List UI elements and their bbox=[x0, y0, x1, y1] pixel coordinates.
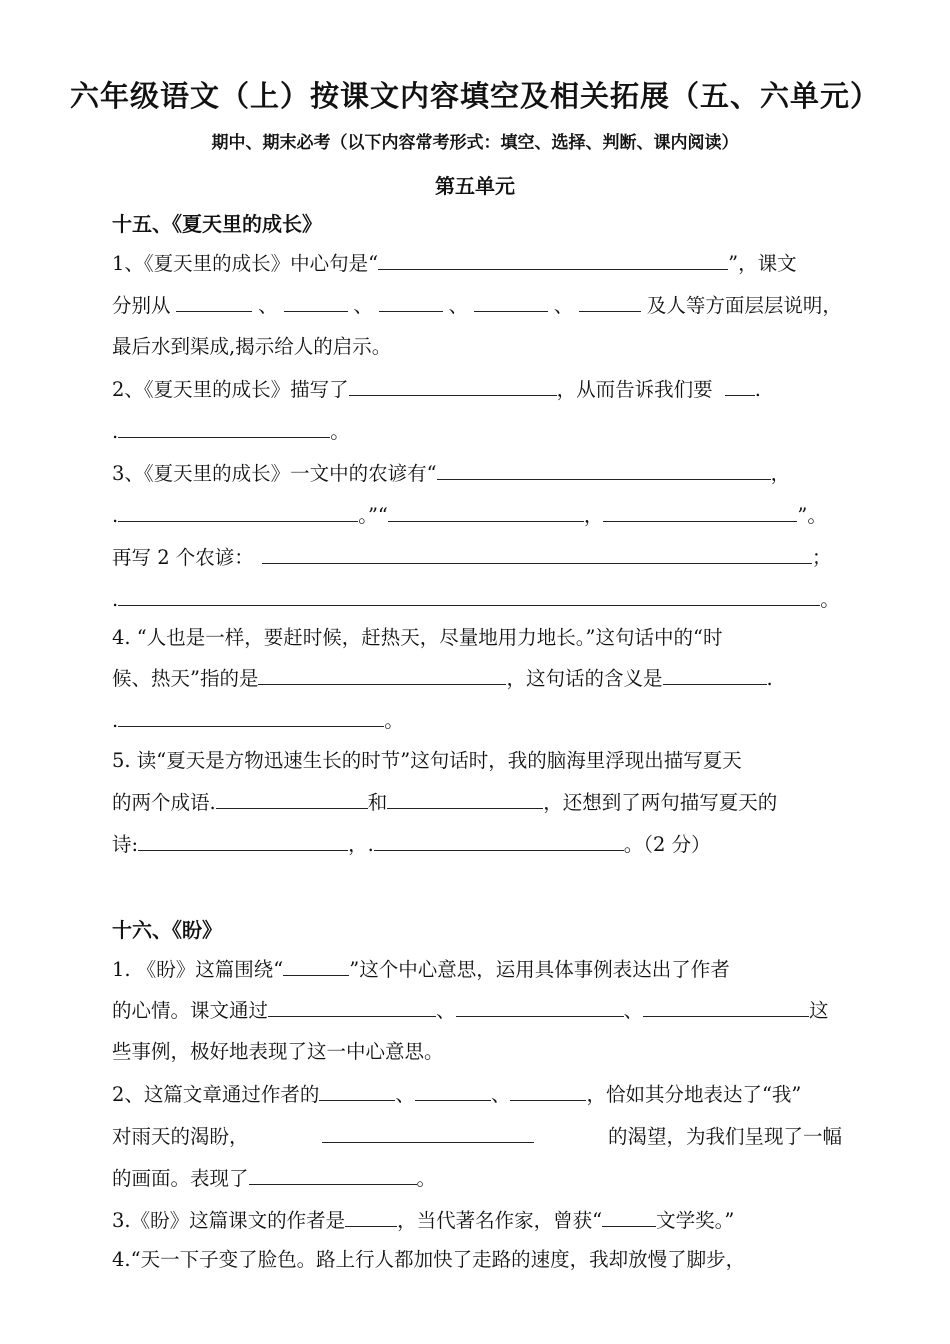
s15-q5-blank-1[interactable] bbox=[216, 786, 368, 809]
s15-q3-line3 bbox=[112, 541, 842, 573]
s16-q3-blank-1[interactable] bbox=[345, 1204, 397, 1227]
s16-q4-line1: 4.“天一下子变了脸色。路上行人都加快了走路的速度，我却放慢了脚步， bbox=[112, 1248, 746, 1271]
s16-q2-end: 。 bbox=[416, 1167, 437, 1190]
page-subtitle: 期中、期末必考（以下内容常考形式：填空、选择、判断、课内阅读） bbox=[211, 133, 739, 153]
s15-q5-text-b: 的两个成语. bbox=[112, 791, 216, 814]
s15-q1-text-a: 1、《夏天里的成长》中心句是“ bbox=[112, 252, 379, 275]
unit-heading: 第五单元 bbox=[435, 174, 515, 198]
s15-q4-line2 bbox=[112, 662, 842, 694]
s15-q2-text-a: 2、《夏天里的成长》描写了 bbox=[112, 378, 349, 401]
s16-q1-blank-1[interactable] bbox=[283, 953, 349, 976]
s15-q3-line4 bbox=[112, 583, 842, 615]
s16-q1-blank-3[interactable] bbox=[456, 994, 624, 1017]
s15-q4-line1: 4. “人也是一样，要赶时候，赶热天，尽量地用力地长。”这句话中的“时 bbox=[112, 626, 723, 649]
s15-q4-blank-3[interactable] bbox=[118, 704, 384, 727]
section-16-heading: 十六、《盼》 bbox=[112, 918, 222, 942]
s15-q1-line3: 最后水到渠成,揭示给人的启示。 bbox=[112, 335, 392, 358]
s15-q5-line3 bbox=[112, 828, 842, 860]
s16-q1-blank-2[interactable] bbox=[268, 994, 436, 1017]
s15-q2-blank-2[interactable] bbox=[725, 373, 755, 396]
s15-q5-and: 和 bbox=[367, 791, 388, 814]
s15-q3-text-g: 再写 2 个农谚： bbox=[112, 546, 254, 569]
s15-q4-end: 。 bbox=[384, 709, 404, 732]
s15-q4-blank-2[interactable] bbox=[663, 662, 767, 685]
s15-q3-end: ”。 bbox=[797, 504, 827, 527]
s15-q3-comma: ， bbox=[770, 462, 791, 485]
s15-q5-blank-3[interactable] bbox=[138, 828, 348, 851]
s15-q2-line1 bbox=[112, 373, 842, 405]
s16-q2-text-d: 的画面。表现了 bbox=[112, 1167, 249, 1190]
s15-q4-text-c: ，这句话的含义是 bbox=[506, 667, 663, 690]
s15-q1-text-d: 及人等方面层层说明， bbox=[646, 294, 842, 317]
s15-q1-blank-5[interactable] bbox=[474, 289, 548, 312]
s15-q4-dot2: . bbox=[112, 709, 119, 732]
s16-q2-text-b: ，恰如其分地表达了“我” bbox=[586, 1083, 802, 1106]
s16-q3-text-b: ，当代著名作家，曾获“ bbox=[397, 1209, 603, 1232]
s15-q1-blank-3[interactable] bbox=[284, 289, 348, 312]
s15-q3-blank-1[interactable] bbox=[437, 457, 771, 480]
s16-q3-text-a: 3.《盼》这篇课文的作者是 bbox=[112, 1209, 346, 1232]
s16-q2-blank-3[interactable] bbox=[510, 1078, 586, 1101]
s15-q3-line1 bbox=[112, 457, 842, 489]
s15-q3-blank-4[interactable] bbox=[603, 499, 797, 522]
s15-q2-dot: . bbox=[754, 378, 761, 401]
separator: 、 bbox=[353, 294, 373, 317]
s15-q3-dot: . bbox=[112, 504, 119, 527]
s15-q3-semicolon: ； bbox=[811, 546, 832, 569]
s16-q1-text-c: 的心情。课文通过 bbox=[112, 999, 269, 1022]
s16-q1-text-a: 1. 《盼》这篇围绕“ bbox=[112, 958, 284, 981]
s15-q5-text-f: ，. bbox=[348, 833, 374, 856]
s15-q1-blank-1[interactable] bbox=[378, 247, 728, 270]
s16-q2-text-c1: 对雨天的渴盼， bbox=[112, 1125, 249, 1148]
s15-q1-blank-4[interactable] bbox=[379, 289, 443, 312]
s16-q2-blank-1[interactable] bbox=[319, 1078, 395, 1101]
s15-q1-line1 bbox=[112, 247, 842, 279]
s15-q4-line3 bbox=[112, 704, 842, 736]
s16-q2-line2 bbox=[112, 1120, 842, 1152]
s15-q3-comma2: ， bbox=[583, 504, 604, 527]
s16-q2-text-a: 2、这篇文章通过作者的 bbox=[112, 1083, 320, 1106]
separator: 、 bbox=[553, 294, 574, 317]
s16-q1-text-b: ”这个中心意思，运用具体事例表达出了作者 bbox=[349, 958, 730, 981]
separator: 、 bbox=[258, 294, 278, 317]
separator: 、 bbox=[436, 999, 456, 1022]
s15-q1-blank-2[interactable] bbox=[176, 289, 252, 312]
s15-q5-text-d: ，还想到了两句描写夏天的 bbox=[543, 791, 778, 814]
separator: 、 bbox=[623, 999, 644, 1022]
separator: 、 bbox=[395, 1083, 415, 1106]
s16-q3-text-c: 文学奖。” bbox=[656, 1209, 735, 1232]
s15-q1-line2 bbox=[112, 289, 842, 321]
s16-q1-line1 bbox=[112, 953, 842, 985]
s15-q3-blank-6[interactable] bbox=[118, 583, 820, 606]
s16-q2-line1 bbox=[112, 1078, 842, 1110]
s15-q2-text-b: ，从而告诉我们要 bbox=[556, 378, 713, 401]
s16-q2-text-c2: 的渴望，为我们呈现了一幅 bbox=[607, 1125, 842, 1148]
s15-q4-text-b: 候、热天”指的是 bbox=[112, 667, 259, 690]
s15-q1-text-b: ”，课文 bbox=[728, 252, 797, 275]
s16-q2-blank-5[interactable] bbox=[249, 1162, 417, 1185]
s15-q5-text-e: 诗: bbox=[112, 833, 139, 856]
s15-q3-end2: 。 bbox=[820, 588, 840, 611]
s15-q2-end: 。 bbox=[330, 420, 350, 443]
s15-q2-blank-1[interactable] bbox=[349, 373, 557, 396]
s15-q5-text-g: 。（2 分） bbox=[623, 833, 711, 856]
s15-q5-line2 bbox=[112, 786, 842, 818]
page-title: 六年级语文（上）按课文内容填空及相关拓展（五、六单元） bbox=[69, 79, 880, 113]
s16-q1-line3: 些事例，极好地表现了这一中心意思。 bbox=[112, 1040, 444, 1063]
s15-q2-blank-3[interactable] bbox=[118, 415, 330, 438]
s16-q2-blank-4[interactable] bbox=[322, 1120, 534, 1143]
s16-q1-text-d: 这 bbox=[809, 999, 829, 1022]
s15-q1-text-c: 分别从 bbox=[112, 294, 171, 317]
s15-q1-blank-6[interactable] bbox=[579, 289, 641, 312]
s15-q5-line1: 5. 读“夏天是方物迅速生长的时节”这句话时，我的脑海里浮现出描写夏天 bbox=[112, 749, 742, 772]
s16-q3-blank-2[interactable] bbox=[602, 1204, 656, 1227]
s15-q3-line2 bbox=[112, 499, 842, 531]
s15-q4-blank-1[interactable] bbox=[258, 662, 506, 685]
s15-q3-blank-3[interactable] bbox=[388, 499, 584, 522]
s16-q3-line1 bbox=[112, 1204, 842, 1236]
s16-q1-blank-4[interactable] bbox=[643, 994, 809, 1017]
s15-q2-line2 bbox=[112, 415, 842, 447]
s15-q3-dot2: . bbox=[112, 588, 119, 611]
separator: 、 bbox=[490, 1083, 511, 1106]
s16-q2-blank-2[interactable] bbox=[415, 1078, 491, 1101]
s16-q1-line2 bbox=[112, 994, 842, 1026]
s15-q3-text-d: 。”“ bbox=[358, 504, 388, 527]
s15-q3-blank-2[interactable] bbox=[118, 499, 358, 522]
s16-q2-line3 bbox=[112, 1162, 842, 1194]
s15-q5-blank-2[interactable] bbox=[387, 786, 543, 809]
section-15-heading: 十五、《夏天里的成长》 bbox=[112, 212, 322, 236]
s15-q3-text-a: 3、《夏天里的成长》一文中的农谚有“ bbox=[112, 462, 437, 485]
separator: 、 bbox=[448, 294, 469, 317]
s15-q5-blank-4[interactable] bbox=[374, 828, 624, 851]
s15-q2-dot2: . bbox=[112, 420, 119, 443]
s15-q4-dot: . bbox=[766, 667, 773, 690]
s15-q3-blank-5[interactable] bbox=[262, 541, 812, 564]
